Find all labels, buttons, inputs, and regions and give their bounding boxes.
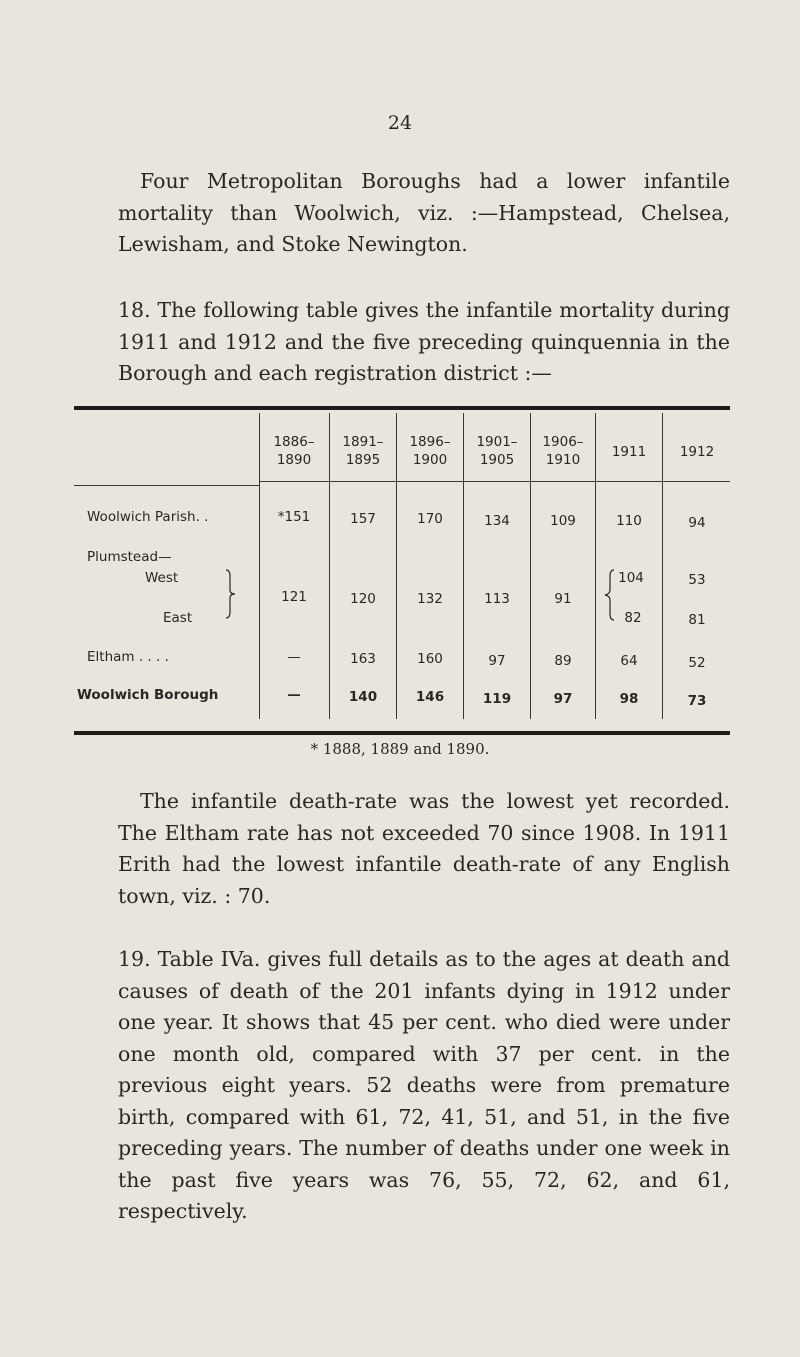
- header-1891-1895: 1891– 1895: [342, 434, 384, 468]
- cell: 163: [350, 651, 376, 667]
- cell: 73: [687, 693, 707, 709]
- row-label-woolwich-borough: Woolwich Borough: [77, 687, 219, 703]
- cell: 94: [688, 515, 706, 531]
- cell: 82: [624, 610, 642, 626]
- header-1901-1905: 1901– 1905: [476, 434, 518, 468]
- col-line: [463, 413, 464, 719]
- cell: 146: [415, 689, 445, 705]
- header-1906-1910: 1906– 1910: [542, 434, 584, 468]
- col-line: [329, 413, 330, 719]
- cell: 64: [620, 653, 638, 669]
- cell: 170: [417, 511, 443, 527]
- cell: 120: [350, 591, 376, 607]
- cell: 97: [488, 653, 506, 669]
- header-1896-1900: 1896– 1900: [409, 434, 451, 468]
- paragraph-3: The infantile death-rate was the lowest yet recorded. The Eltham rate has not exceeded 70 since 1908. In 1911 Erith had the lowest infantile death-rate of any English town, viz. : 70.: [118, 789, 730, 908]
- cell: 134: [484, 513, 510, 529]
- row-label-plumstead: Plumstead—: [87, 549, 172, 565]
- cell: *151: [277, 509, 311, 525]
- row-label-east: East: [163, 610, 193, 626]
- cell: 140: [348, 689, 378, 705]
- cell: 110: [616, 513, 642, 529]
- paragraph-4: 19. Table IVa. gives full details as to the ages at death and causes of death of the 201 infants dying in 1912 under one year. It shows that 45 per cent. who died were under one month old, compared with 37 per cent. in the previous eight years. 52 deaths were from premature birth, compared with 61, 72, 41, 51, and 51, in the five preceding years. The number of deaths under one week in the past five years was 76, 55, 72, 62, and 61, respectively.: [118, 947, 730, 1223]
- row-label-west: West: [145, 570, 179, 586]
- row-label-woolwich-parish: Woolwich Parish. .: [87, 509, 209, 525]
- header-rule: [259, 481, 730, 482]
- cell: 119: [482, 691, 512, 707]
- col-line: [662, 413, 663, 719]
- cell: 97: [553, 691, 573, 707]
- brace-icon: [224, 568, 238, 620]
- cell: 89: [554, 653, 572, 669]
- table-footnote: * 1888, 1889 and 1890.: [310, 740, 490, 758]
- paragraph-1: Four Metropolitan Boroughs had a lower infantile mortality than Woolwich, viz. :—Hampstead, Chelsea, Lewisham, and Stoke Newington.: [118, 169, 730, 256]
- cell: 132: [417, 591, 443, 607]
- paragraph-2: 18. The following table gives the infantile mortality during 1911 and 1912 and the five preceding quinquennia in the Borough and each registration district :—: [118, 298, 730, 385]
- row-label-eltham: Eltham . . . .: [87, 649, 169, 665]
- cell: —: [287, 649, 301, 665]
- cell: 121: [281, 589, 307, 605]
- cell: 104: [618, 570, 644, 586]
- cell: 91: [554, 591, 572, 607]
- col-line: [396, 413, 397, 719]
- cell: 157: [350, 511, 376, 527]
- col-line: [595, 413, 596, 719]
- col-line: [259, 413, 260, 719]
- cell: 52: [688, 655, 706, 671]
- cell: 113: [484, 591, 510, 607]
- cell: —: [287, 687, 301, 703]
- header-rule: [74, 485, 260, 486]
- cell: 160: [417, 651, 443, 667]
- table-top-rule: [74, 406, 730, 410]
- header-1911: 1911: [611, 444, 647, 460]
- cell: 109: [550, 513, 576, 529]
- page-number: 24: [387, 112, 413, 134]
- cell: 53: [688, 572, 706, 588]
- header-1912: 1912: [679, 444, 715, 460]
- cell: 81: [688, 612, 706, 628]
- cell: 98: [619, 691, 639, 707]
- header-1886-1890: 1886– 1890: [273, 434, 315, 468]
- table-bottom-rule: [74, 731, 730, 735]
